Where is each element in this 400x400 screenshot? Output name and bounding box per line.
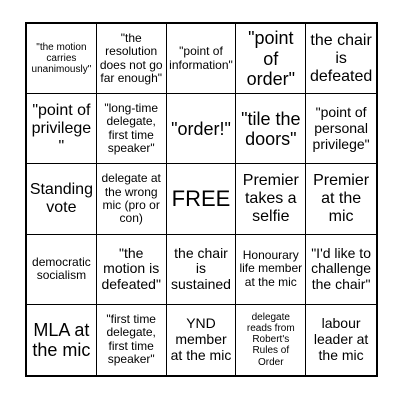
bingo-cell[interactable]: democratic socialism <box>27 235 97 305</box>
bingo-cell[interactable]: "order!" <box>167 94 237 164</box>
bingo-cell[interactable]: labour leader at the mic <box>313 315 369 363</box>
bingo-cell[interactable]: Premier takes a selfie <box>236 164 306 234</box>
bingo-cell[interactable]: "point of order" <box>236 24 306 94</box>
bingo-cell[interactable]: "long-time delegate, first time speaker" <box>97 94 167 164</box>
bingo-cell[interactable]: "point of privilege" <box>27 94 97 164</box>
bingo-cell[interactable]: "first time delegate, first time speaker" <box>97 305 167 375</box>
bingo-cell[interactable]: "I'd like to challenge the chair" <box>306 235 376 305</box>
bingo-cell[interactable]: "tile the doors" <box>236 94 306 164</box>
bingo-cell[interactable]: MLA at the mic <box>27 305 97 375</box>
bingo-board <box>25 22 378 377</box>
bingo-cell[interactable]: "the motion is defeated" <box>97 235 167 305</box>
bingo-cell[interactable]: "point of information" <box>167 24 237 94</box>
bingo-cell[interactable]: delegate reads from Robert's Rules of Order <box>236 305 306 375</box>
bingo-cell[interactable]: the chair is sustained <box>167 235 237 305</box>
bingo-cell[interactable]: "the motion carries unanimously" <box>27 24 97 94</box>
bingo-cell[interactable]: Standing vote <box>27 164 97 234</box>
bingo-cell[interactable]: delegate at the wrong mic (pro or con) <box>97 164 167 234</box>
bingo-cell[interactable]: "point of personal privilege" <box>306 94 376 164</box>
bingo-cell[interactable]: Premier at the mic <box>306 164 376 234</box>
bingo-cell[interactable]: the chair is defeated <box>306 24 376 94</box>
bingo-cell[interactable]: "the resolution does not go far enough" <box>97 24 167 94</box>
bingo-cell[interactable]: Honourary life member at the mic <box>236 235 306 305</box>
bingo-free-space[interactable]: FREE <box>167 164 237 234</box>
bingo-cell[interactable]: YND member at the mic <box>167 305 237 375</box>
